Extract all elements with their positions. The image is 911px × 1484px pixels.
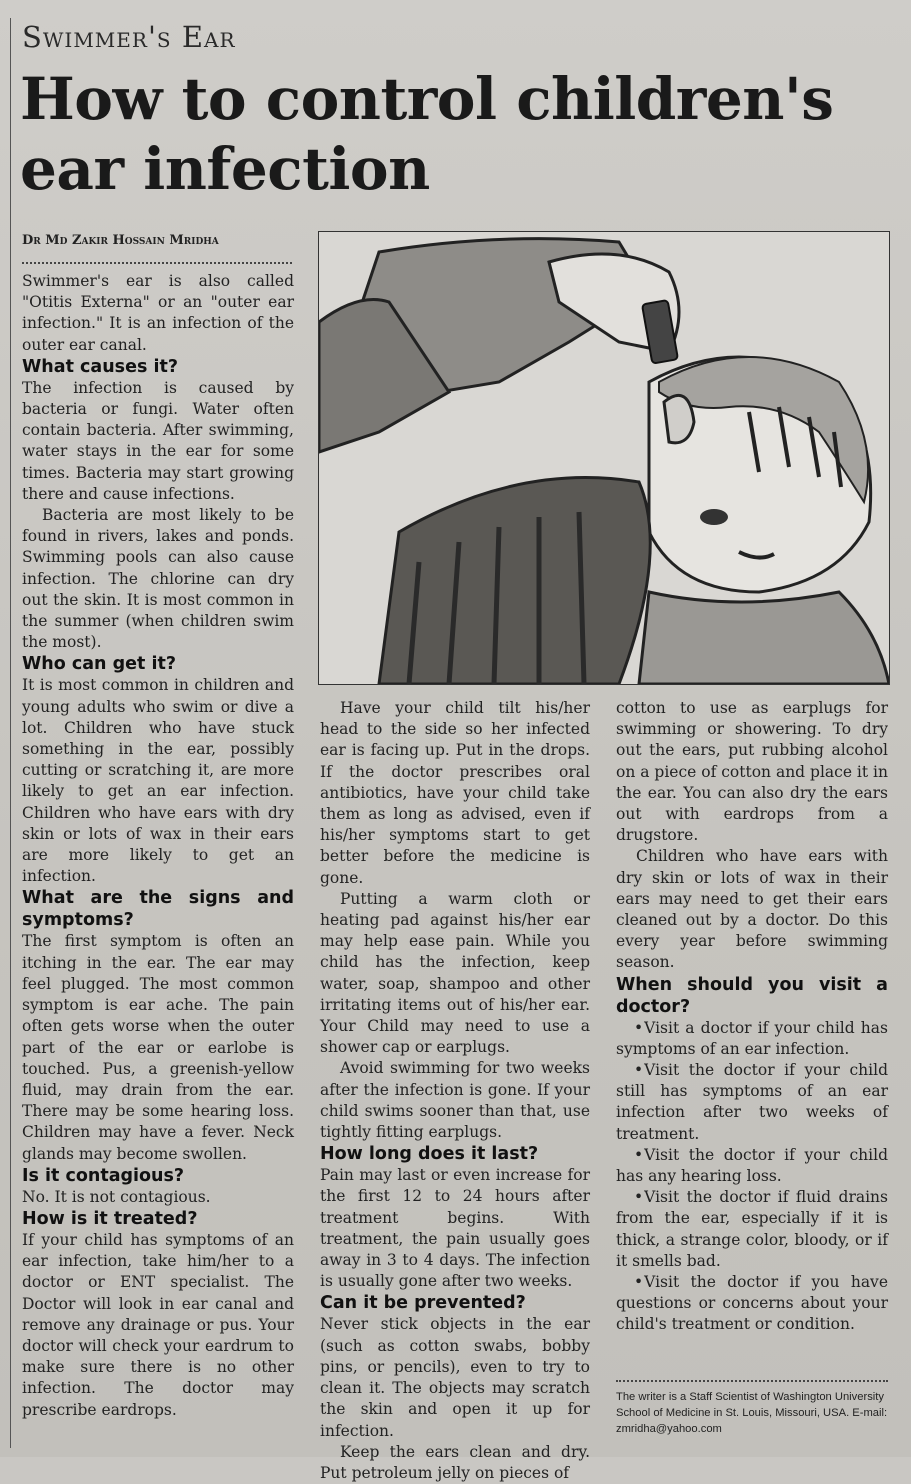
paragraph: Children who have ears with dry skin or lots of wax in their ears may need to get their ears cleaned out by a doctor. Do this every year before swimming season. [616, 847, 888, 972]
byline-divider [22, 262, 292, 264]
heading-duration: How long does it last? [320, 1144, 539, 1165]
column-3 [616, 698, 888, 1336]
bullet-item: • Visit the doctor if you have questions or concerns about your child's treatment or condition. [616, 1272, 888, 1336]
heading-contagious: Is it contagious? [22, 1165, 185, 1186]
heading-treated: How is it treated? [22, 1208, 198, 1229]
column-1 [22, 271, 294, 1421]
column-rule [10, 18, 11, 1448]
paragraph: The first symptom is often an itching in the ear. The ear may feel plugged. The most common symptom is ear ache. The pain often gets worse when the outer part of the ear or earlobe is touched. Pus, a greenish-yellow fluid, may drain from the ear. There may be some hearing loss. Children may have a fever. Neck glands may become swollen. [22, 932, 294, 1163]
heading-prevention: Can it be prevented? [320, 1293, 526, 1314]
child-ear-drops-illustration [318, 231, 890, 685]
bullet-item: • Visit the doctor if fluid drains from the ear, especially if it is thick, a strange color, bloody, or if it smells bad. [616, 1187, 888, 1272]
headline: How to control children's ear infection [20, 65, 834, 203]
author-note: The writer is a Staff Scientist of Washington University School of Medicine in St. Louis, Missouri, USA. E-mail: zmridha@yahoo.com [616, 1391, 888, 1435]
section-kicker: Swimmer's Ear [22, 20, 236, 54]
paragraph: The infection is caused by bacteria or fungi. Water often contain bacteria. After swimming, water stays in the ear for some times. Bacteria may start growing there and cause infections. [22, 378, 294, 503]
paragraph: Have your child tilt his/her head to the side so her infected ear is facing up. Put in the drops. If the doctor prescribes oral antibiotics, have your child take them as long as advised, even if his/her symptoms start to get better before the medicine is gone. [320, 699, 590, 887]
paragraph: Avoid swimming for two weeks after the infection is gone. If your child swims sooner than that, use tightly fitting earplugs. [320, 1059, 590, 1142]
heading-who: Who can get it? [22, 654, 176, 675]
paragraph: No. It is not contagious. [22, 1187, 211, 1206]
paragraph: Keep the ears clean and dry. Put petroleum jelly on pieces of [320, 1442, 590, 1482]
byline: Dr Md Zakir Hossain Mridha [22, 233, 219, 248]
bullet-item: • Visit the doctor if your child has any hearing loss. [616, 1145, 888, 1187]
paragraph: Bacteria are most likely to be found in rivers, lakes and ponds. Swimming pools can also cause infection. The chlorine can dry out the skin. It is most common in the summer (when children swim the most). [22, 506, 294, 652]
paragraph: cotton to use as earplugs for swimming or showering. To dry out the ears, put rubbing alcohol on a piece of cotton and place it in the ear. You can also dry the ears out with eardrops from a drugstore. [616, 699, 888, 845]
illustration-svg [319, 232, 889, 684]
heading-signs: What are the signs and symptoms? [22, 888, 294, 931]
paragraph: It is most common in children and young adults who swim or dive a lot. Children who have stuck something in the ear, possibly cutting or scratching it, are more likely to get an ear infection. Children who have ears with dry skin or lots of wax in their ears are more likely to get an infection. [22, 676, 294, 886]
paragraph: Never stick objects in the ear (such as cotton swabs, bobby pins, or pencils), even to try to clean it. The objects may scratch the skin and open it up for infection. [320, 1315, 590, 1440]
intro-paragraph: Swimmer's ear is also called "Otitis Externa" or an "outer ear infection." It is an infection of the outer ear canal. [22, 272, 294, 354]
paragraph: Putting a warm cloth or heating pad against his/her ear may help ease pain. While you child has the infection, keep water, soap, shampoo and other irritating items out of his/her ear. Your Child may need to use a shower cap or earplugs. [320, 889, 590, 1057]
bullet-item: • Visit the doctor if your child still has symptoms of an ear infection after two weeks of treatment. [616, 1060, 888, 1145]
paragraph: If your child has symptoms of an ear infection, take him/her to a doctor or ENT specialist. The Doctor will look in ear canal and remove any drainage or pus. Your doctor will check your eardrum to make sure there is no other infection. The doctor may prescribe eardrops. [22, 1230, 294, 1419]
column-2 [320, 698, 590, 1484]
heading-visit-doctor: When should you visit a doctor? [616, 974, 888, 1017]
heading-causes: What causes it? [22, 356, 178, 377]
note-divider [616, 1380, 888, 1382]
bullet-item: • Visit a doctor if your child has symptoms of an ear infection. [616, 1018, 888, 1060]
paragraph: Pain may last or even increase for the first 12 to 24 hours after treatment begins. With treatment, the pain usually goes away in 3 to 4 days. The infection is usually gone after two weeks. [320, 1166, 590, 1291]
